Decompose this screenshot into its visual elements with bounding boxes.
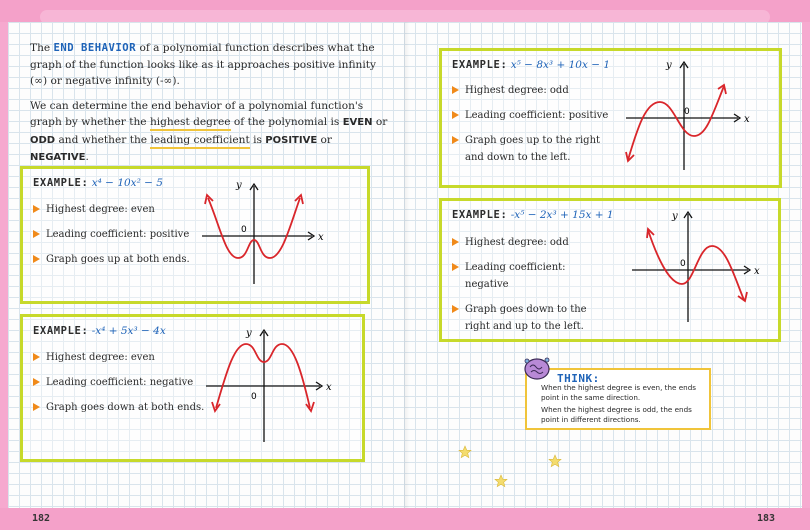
star-icon	[458, 445, 472, 459]
triangle-bullet-icon	[452, 263, 459, 271]
example-bullets	[452, 234, 612, 335]
x-axis-label: x	[318, 232, 324, 243]
graph-example-1	[196, 176, 336, 286]
triangle-bullet-icon	[452, 86, 459, 94]
example-bullets	[452, 82, 612, 166]
origin-label: 0	[684, 107, 690, 117]
brain-icon	[523, 355, 551, 381]
function-curve	[628, 86, 724, 160]
y-axis-label: y	[236, 180, 242, 191]
bullet-graph: Graph goes down at both ends.	[33, 399, 204, 416]
think-line-1: When the highest degree is even, the ends point in the same direction.	[541, 383, 697, 402]
origin-label: 0	[241, 225, 247, 235]
example-title	[33, 177, 163, 189]
think-text	[541, 383, 706, 427]
example-title	[452, 59, 610, 71]
page-number-right: 183	[757, 513, 776, 524]
page-number-left: 182	[32, 513, 51, 524]
example-label: EXAMPLE:	[33, 177, 89, 189]
intro-p1-text: of a polynomial function describes what the graph of the function looks like as it approaches positive infinity (∞) or negative infinity (-∞).	[30, 42, 377, 87]
triangle-bullet-icon	[452, 238, 459, 246]
example-polynomial: -x⁵ − 2x³ + 15x + 1	[510, 209, 614, 221]
bullet-graph: Graph goes up to the right and down to the left.	[452, 132, 612, 166]
think-title: THINK:	[557, 372, 600, 385]
bullet-coefficient: Leading coefficient: negative	[33, 374, 204, 391]
bottom-border	[0, 508, 810, 530]
triangle-bullet-icon	[33, 255, 40, 263]
bullet-coefficient: Leading coefficient: positive	[452, 107, 612, 124]
function-curve	[216, 344, 310, 408]
origin-label: 0	[680, 259, 686, 269]
triangle-bullet-icon	[33, 378, 40, 386]
example-bullets	[33, 349, 204, 416]
term-even: EVEN	[342, 117, 373, 128]
example-title	[452, 209, 614, 221]
term-positive: POSITIVE	[265, 134, 318, 146]
bullet-graph: Graph goes up at both ends.	[33, 251, 190, 268]
star-icon	[494, 474, 508, 488]
triangle-bullet-icon	[33, 403, 40, 411]
triangle-bullet-icon	[452, 136, 459, 144]
graph-example-2	[200, 324, 340, 446]
origin-label: 0	[251, 392, 257, 402]
y-axis-label: y	[666, 60, 672, 71]
intro-p2-d: is	[249, 133, 266, 146]
example-label: EXAMPLE:	[33, 325, 89, 337]
example-polynomial: x⁵ − 8x³ + 10x − 1	[510, 59, 611, 71]
bullet-coefficient: Leading coefficient: negative	[452, 259, 612, 293]
example-polynomial: x⁴ − 10x² − 5	[91, 177, 163, 189]
term-odd: ODD	[30, 134, 56, 146]
term-end-behavior: END BEHAVIOR	[53, 42, 137, 54]
example-label: EXAMPLE:	[452, 59, 508, 71]
y-axis-label: y	[672, 211, 678, 222]
bullet-coefficient: Leading coefficient: positive	[33, 226, 190, 243]
intro-paragraph-1: The END BEHAVIOR of a polynomial function describes what the graph of the function looks like as it approaches positive infinity (∞) or negative infinity (-∞).	[30, 42, 377, 87]
triangle-bullet-icon	[452, 305, 459, 313]
intro-p2-end: .	[85, 151, 89, 163]
function-curve	[648, 230, 744, 300]
example-label: EXAMPLE:	[452, 209, 508, 221]
intro-p2-c: and whether the	[55, 133, 151, 146]
bullet-graph: Graph goes down to the right and up to the left.	[452, 301, 612, 335]
intro-p2-b: of the polynomial is	[230, 116, 343, 128]
bullet-degree: Highest degree: odd	[452, 82, 612, 99]
example-bullets	[33, 201, 190, 268]
top-border	[0, 0, 810, 22]
triangle-bullet-icon	[33, 230, 40, 238]
triangle-bullet-icon	[33, 205, 40, 213]
bullet-degree: Highest degree: even	[33, 201, 190, 218]
intro-paragraph-2	[30, 98, 390, 167]
graph-example-4	[626, 206, 766, 326]
term-leading-coefficient: leading coefficient	[150, 134, 249, 149]
triangle-bullet-icon	[33, 353, 40, 361]
term-highest-degree: highest degree	[150, 116, 231, 131]
think-line-2: When the highest degree is odd, the ends point in different directions.	[541, 405, 692, 424]
graph-example-3	[620, 56, 760, 174]
star-icon	[548, 454, 562, 468]
x-axis-label: x	[754, 266, 760, 277]
example-title	[33, 325, 166, 337]
book-gutter	[404, 22, 410, 508]
think-box	[525, 368, 711, 430]
term-negative: NEGATIVE	[30, 152, 86, 163]
intro-text	[30, 40, 390, 175]
intro-p2-a: We can determine the end behavior of a polynomial function's graph by whether the	[30, 99, 364, 128]
x-axis-label: x	[326, 382, 332, 393]
x-axis-label: x	[744, 114, 750, 125]
y-axis-label: y	[246, 328, 252, 339]
triangle-bullet-icon	[452, 111, 459, 119]
example-polynomial: -x⁴ + 5x³ − 4x	[91, 325, 166, 337]
bullet-degree: Highest degree: even	[33, 349, 204, 366]
intro-p2-or: or	[372, 116, 388, 128]
intro-p2-or2: or	[317, 133, 332, 146]
bullet-degree: Highest degree: odd	[452, 234, 612, 251]
